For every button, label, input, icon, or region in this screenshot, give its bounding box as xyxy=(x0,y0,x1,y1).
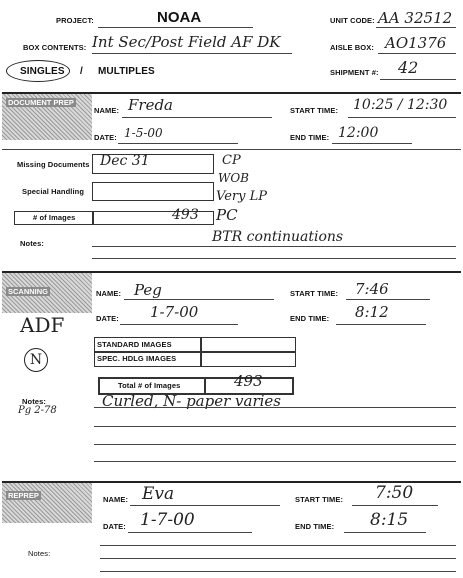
unit-code-value: AA 32512 xyxy=(378,9,453,27)
shipment-label: SHIPMENT #: xyxy=(330,68,379,77)
doc-prep-divider xyxy=(2,149,461,150)
project-underline xyxy=(98,27,253,28)
doc-prep-note-4: PC xyxy=(216,206,238,224)
multiples-label: MULTIPLES xyxy=(98,66,155,77)
doc-prep-start-underline xyxy=(348,117,456,118)
shipment-underline xyxy=(380,79,456,80)
shipment-value: 42 xyxy=(398,58,419,77)
scanning-notes-value: Curled, N- paper varies xyxy=(102,392,282,410)
project-label: PROJECT: xyxy=(56,16,94,25)
doc-prep-section-label: DOCUMENT PREP xyxy=(8,98,74,107)
box-contents-value: Int Sec/Post Field AF DK xyxy=(92,33,281,51)
special-handling-label: Special Handling xyxy=(22,187,85,196)
aisle-box-underline xyxy=(378,53,456,54)
doc-prep-name-value: Freda xyxy=(128,96,173,114)
scanning-end-label: END TIME: xyxy=(290,314,330,323)
scanning-start-underline xyxy=(346,299,430,300)
reprep-date-value: 1-7-00 xyxy=(140,510,195,530)
scanning-date-underline xyxy=(120,324,238,325)
doc-prep-start-label: START TIME: xyxy=(290,106,339,115)
reprep-date-underline xyxy=(128,532,252,533)
reprep-start-label: START TIME: xyxy=(295,495,344,504)
doc-prep-end-value: 12:00 xyxy=(338,125,379,141)
project-value: NOAA xyxy=(157,9,202,26)
doc-prep-shade xyxy=(2,94,92,140)
doc-prep-note-5: BTR continuations xyxy=(212,229,344,245)
scanning-name-underline xyxy=(124,299,274,300)
scanning-date-value: 1-7-00 xyxy=(150,303,199,321)
doc-prep-end-underline xyxy=(332,143,412,144)
reprep-name-underline xyxy=(130,505,280,506)
spec-images-value-box xyxy=(200,351,296,367)
scanning-notes-side: Pg 2-78 xyxy=(18,405,57,416)
circled-mark-text: N xyxy=(29,352,43,368)
doc-prep-note-3: Very LP xyxy=(216,189,267,204)
type-divider: / xyxy=(80,66,83,77)
reprep-end-value: 8:15 xyxy=(370,510,409,530)
doc-prep-name-label: NAME: xyxy=(94,106,120,115)
special-handling-box xyxy=(92,182,214,201)
reprep-notes-label: Notes: xyxy=(28,549,51,558)
doc-prep-end-label: END TIME: xyxy=(290,133,330,142)
reprep-start-underline xyxy=(352,505,438,506)
reprep-date-label: DATE: xyxy=(103,522,126,531)
scanning-date-label: DATE: xyxy=(96,314,119,323)
doc-prep-note-2: WOB xyxy=(218,171,249,185)
scanning-end-value: 8:12 xyxy=(355,303,389,321)
reprep-notes-line-1 xyxy=(100,545,456,546)
missing-docs-value: Dec 31 xyxy=(100,153,150,169)
spec-images-label: SPEC. HDLG IMAGES xyxy=(97,354,177,363)
doc-prep-notes-label: Notes: xyxy=(20,239,44,248)
doc-prep-start-value: 10:25 / 12:30 xyxy=(353,97,448,113)
scanning-end-underline xyxy=(336,324,426,325)
scanning-name-value: Peg xyxy=(134,281,162,299)
scanning-notes-line-3 xyxy=(94,444,456,445)
reprep-notes-line-2 xyxy=(100,558,456,559)
reprep-start-value: 7:50 xyxy=(375,483,414,503)
reprep-name-value: Eva xyxy=(142,484,175,504)
scanning-name-label: NAME: xyxy=(96,289,122,298)
reprep-section-label: REPREP xyxy=(8,491,39,500)
box-contents-label: BOX CONTENTS: xyxy=(23,43,87,52)
unit-code-underline xyxy=(376,27,456,28)
scanning-notes-line-4 xyxy=(94,461,456,462)
doc-prep-notes-line-2 xyxy=(92,258,456,259)
adf-mark: ADF xyxy=(20,313,65,337)
missing-docs-label: Missing Documents xyxy=(17,160,90,169)
doc-prep-note-1: CP xyxy=(222,153,241,168)
singles-label: SINGLES xyxy=(20,66,65,77)
scanning-section-label: SCANNING xyxy=(8,287,49,296)
reprep-end-label: END TIME: xyxy=(295,522,335,531)
standard-images-label: STANDARD IMAGES xyxy=(97,340,172,349)
box-contents-underline xyxy=(92,53,292,54)
scanning-notes-line-1 xyxy=(94,407,456,408)
doc-prep-name-underline xyxy=(122,117,272,118)
total-images-label: Total # of Images xyxy=(118,381,181,390)
circled-mark xyxy=(24,348,48,372)
reprep-shade xyxy=(2,483,92,523)
doc-prep-date-value: 1-5-00 xyxy=(124,126,163,140)
doc-prep-date-underline xyxy=(118,143,238,144)
scanning-shade xyxy=(2,273,92,313)
reprep-name-label: NAME: xyxy=(103,495,129,504)
aisle-box-label: AISLE BOX: xyxy=(330,43,374,52)
reprep-end-underline xyxy=(344,532,426,533)
scanning-notes-line-2 xyxy=(94,426,456,427)
unit-code-label: UNIT CODE: xyxy=(330,16,375,25)
aisle-box-value: AO1376 xyxy=(385,34,447,52)
doc-prep-date-label: DATE: xyxy=(94,133,117,142)
reprep-notes-line-3 xyxy=(100,571,456,572)
doc-prep-notes-line-1 xyxy=(92,246,456,247)
total-images-value: 493 xyxy=(234,372,263,390)
scanning-start-label: START TIME: xyxy=(290,289,339,298)
images-label: # of Images xyxy=(33,213,76,222)
scanning-notes-label: Notes: xyxy=(22,397,46,406)
images-value: 493 xyxy=(172,207,199,223)
scanning-start-value: 7:46 xyxy=(355,280,389,298)
